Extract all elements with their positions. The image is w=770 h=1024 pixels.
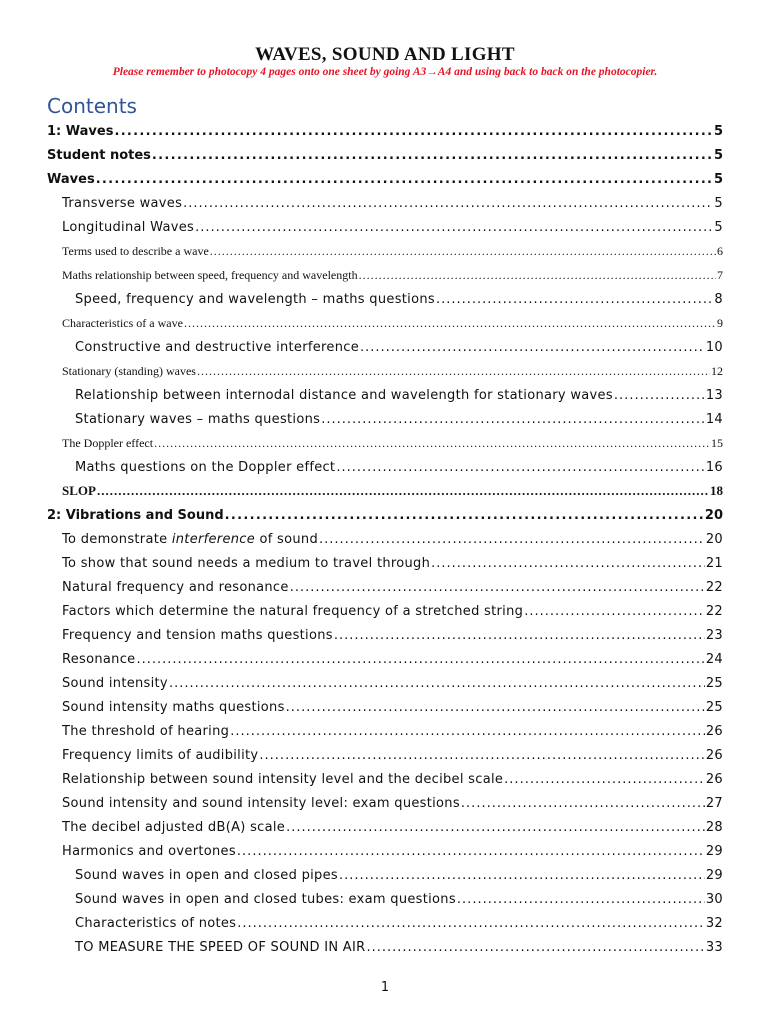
toc-entry-open-closed-pipes[interactable] bbox=[0, 859, 770, 883]
toc-entry-doppler-questions[interactable] bbox=[0, 451, 770, 475]
toc-entry-text-emphasis: interference bbox=[171, 532, 256, 547]
toc-page-number: 24 bbox=[705, 652, 723, 667]
toc-entry-text: Factors which determine the natural frequency of a stretched string bbox=[62, 604, 524, 619]
toc-page-number: 5 bbox=[713, 148, 723, 163]
toc-entry-sound-medium[interactable] bbox=[0, 547, 770, 571]
toc-entry-decibel-scale[interactable] bbox=[0, 763, 770, 787]
toc-entry-text: TO MEASURE THE SPEED OF SOUND IN AIR bbox=[75, 940, 366, 955]
toc-entry-longitudinal-waves[interactable] bbox=[0, 211, 770, 235]
toc-entry-text: The threshold of hearing bbox=[62, 724, 230, 739]
toc-entry-text: Student notes bbox=[47, 148, 151, 163]
toc-entry-natural-frequency-resonance[interactable] bbox=[0, 571, 770, 595]
toc-entry-text: Sound intensity bbox=[62, 676, 168, 691]
contents-heading: Contents bbox=[47, 94, 137, 118]
toc-entry-text: SLOP bbox=[62, 483, 96, 498]
toc-page-number: 30 bbox=[705, 892, 723, 907]
toc-entry-text: Longitudinal Waves bbox=[62, 220, 195, 235]
toc-entry-text: Natural frequency and resonance bbox=[62, 580, 289, 595]
toc-entry-sound-intensity-questions[interactable] bbox=[0, 691, 770, 715]
toc-entry-sound-intensity[interactable] bbox=[0, 667, 770, 691]
toc-entry-text: Terms used to describe a wave bbox=[62, 244, 209, 258]
toc-page-number: 6 bbox=[717, 244, 723, 258]
toc-entry-waves-chapter[interactable] bbox=[0, 115, 770, 139]
toc-entry-text-pre: To demonstrate bbox=[62, 532, 172, 547]
toc-entry-waves[interactable] bbox=[0, 163, 770, 187]
toc-entry-text: Stationary waves – maths questions bbox=[75, 412, 321, 427]
toc-page-number: 22 bbox=[705, 604, 723, 619]
toc-page-number: 5 bbox=[713, 124, 723, 139]
toc-entry-demonstrate-interference[interactable] bbox=[0, 523, 770, 547]
toc-entry-slop[interactable] bbox=[0, 475, 770, 499]
toc-entry-text: Frequency limits of audibility bbox=[62, 748, 259, 763]
toc-entry-text: Characteristics of a wave bbox=[62, 316, 183, 330]
toc-entry-speed-frequency-relationship[interactable] bbox=[0, 259, 770, 283]
toc-entry-text: Sound waves in open and closed pipes bbox=[75, 868, 338, 883]
toc-entry-internodal-distance[interactable] bbox=[0, 379, 770, 403]
toc-entry-stationary-waves[interactable] bbox=[0, 355, 770, 379]
toc-entry-vibrations-sound-chapter[interactable] bbox=[0, 499, 770, 523]
toc-page-number: 27 bbox=[705, 796, 723, 811]
toc-entry-threshold-of-hearing[interactable] bbox=[0, 715, 770, 739]
toc-entry-dba-scale[interactable] bbox=[0, 811, 770, 835]
toc-entry-doppler-effect[interactable] bbox=[0, 427, 770, 451]
toc-page-number: 33 bbox=[705, 940, 723, 955]
toc-entry-speed-frequency-questions[interactable] bbox=[0, 283, 770, 307]
toc-entry-text: The decibel adjusted dB(A) scale bbox=[62, 820, 286, 835]
toc-entry-text: Frequency and tension maths questions bbox=[62, 628, 333, 643]
toc-entry-text: Relationship between internodal distance and wavelength for stationary waves bbox=[75, 388, 613, 403]
toc-page-number: 14 bbox=[705, 412, 723, 427]
document-title: WAVES, SOUND AND LIGHT bbox=[255, 44, 515, 65]
toc-entry-interference[interactable] bbox=[0, 331, 770, 355]
toc-entry-text: Harmonics and overtones bbox=[62, 844, 236, 859]
toc-entry-frequency-tension-questions[interactable] bbox=[0, 619, 770, 643]
toc-entry-text: 2: Vibrations and Sound bbox=[47, 508, 224, 523]
toc-page-number: 25 bbox=[705, 700, 723, 715]
toc-page-number: 10 bbox=[705, 340, 723, 355]
toc-entry-harmonics-overtones[interactable] bbox=[0, 835, 770, 859]
toc-entry-student-notes[interactable] bbox=[0, 139, 770, 163]
toc-entry-text: Sound intensity and sound intensity level: exam questions bbox=[62, 796, 460, 811]
toc-entry-wave-characteristics[interactable] bbox=[0, 307, 770, 331]
toc-entry-frequency-limits[interactable] bbox=[0, 739, 770, 763]
toc-page-number: 32 bbox=[705, 916, 723, 931]
toc-page-number: 5 bbox=[714, 196, 723, 211]
toc-entry-wave-terms[interactable] bbox=[0, 235, 770, 259]
toc-entry-text bbox=[62, 532, 318, 547]
toc-entry-speed-of-sound[interactable] bbox=[0, 931, 770, 955]
toc-entry-text: 1: Waves bbox=[47, 124, 114, 139]
toc-page-number: 7 bbox=[717, 268, 723, 282]
toc-page-number: 20 bbox=[705, 532, 723, 547]
toc-page-number: 29 bbox=[705, 844, 723, 859]
toc-entry-text: The Doppler effect bbox=[62, 436, 154, 450]
toc-page-number: 28 bbox=[705, 820, 723, 835]
toc-page-number: 26 bbox=[705, 748, 723, 763]
toc-page-number: 12 bbox=[711, 364, 723, 378]
toc-entry-intensity-level-exam-questions[interactable] bbox=[0, 787, 770, 811]
toc-page-number: 29 bbox=[705, 868, 723, 883]
toc-page-number: 15 bbox=[711, 436, 723, 450]
toc-entry-text: Maths relationship between speed, frequency and wavelength bbox=[62, 268, 358, 282]
toc-entry-text: Waves bbox=[47, 172, 95, 187]
toc-page-number: 5 bbox=[714, 220, 723, 235]
toc-entry-text: Sound waves in open and closed tubes: exam questions bbox=[75, 892, 456, 907]
toc-entry-text: Constructive and destructive interference bbox=[75, 340, 359, 355]
toc-entry-characteristics-of-notes[interactable] bbox=[0, 907, 770, 931]
toc-entry-text-post: of sound bbox=[255, 532, 318, 547]
toc-entry-text: Sound intensity maths questions bbox=[62, 700, 285, 715]
toc-page-number: 25 bbox=[705, 676, 723, 691]
toc-page-number: 22 bbox=[705, 580, 723, 595]
toc-entry-text: Speed, frequency and wavelength – maths questions bbox=[75, 292, 435, 307]
toc-page-number: 8 bbox=[714, 292, 723, 307]
toc-entry-text: Relationship between sound intensity level and the decibel scale bbox=[62, 772, 504, 787]
toc-page-number: 18 bbox=[710, 483, 723, 498]
toc-page-number: 13 bbox=[705, 388, 723, 403]
toc-entry-text: Maths questions on the Doppler effect bbox=[75, 460, 336, 475]
toc-page-number: 9 bbox=[717, 316, 723, 330]
toc-entry-text: To show that sound needs a medium to travel through bbox=[62, 556, 431, 571]
toc-entry-text: Stationary (standing) waves bbox=[62, 364, 196, 378]
toc-entry-text: Characteristics of notes bbox=[75, 916, 237, 931]
toc-entry-text: Transverse waves bbox=[62, 196, 183, 211]
table-of-contents bbox=[0, 115, 770, 955]
toc-page-number: 16 bbox=[705, 460, 723, 475]
toc-entry-stationary-waves-questions[interactable] bbox=[0, 403, 770, 427]
toc-entry-resonance[interactable] bbox=[0, 643, 770, 667]
toc-page-number: 21 bbox=[705, 556, 723, 571]
toc-page-number: 20 bbox=[704, 508, 723, 523]
toc-entry-transverse-waves[interactable] bbox=[0, 187, 770, 211]
page-number: 1 bbox=[380, 980, 390, 995]
toc-page-number: 26 bbox=[705, 724, 723, 739]
toc-entry-stretched-string-factors[interactable] bbox=[0, 595, 770, 619]
toc-page-number: 23 bbox=[705, 628, 723, 643]
toc-entry-text: Resonance bbox=[62, 652, 136, 667]
toc-entry-open-closed-tubes-questions[interactable] bbox=[0, 883, 770, 907]
toc-page-number: 5 bbox=[713, 172, 723, 187]
photocopy-note: Please remember to photocopy 4 pages onto one sheet by going A3→A4 and using back to back on the photocopier. bbox=[112, 66, 658, 78]
toc-page-number: 26 bbox=[705, 772, 723, 787]
